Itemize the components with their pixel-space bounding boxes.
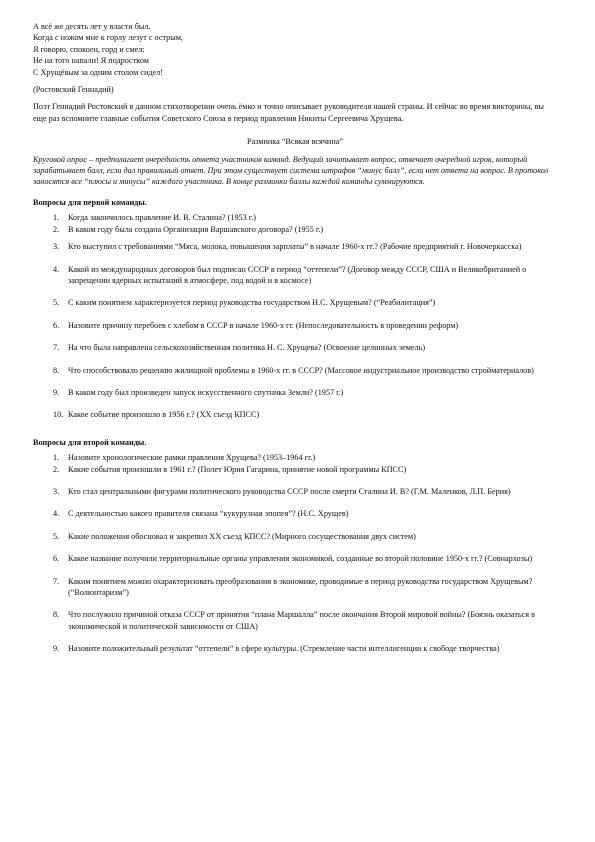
question-number: 1. — [53, 453, 60, 463]
list-item — [33, 320, 557, 331]
question-text: Какие положения обосновал и закрепил XX съезд КПСС? (Мирного сосуществования двух систем) — [68, 531, 416, 541]
question-text: Какое событие произошло в 1956 г.? (XX съезд КПСС) — [68, 410, 260, 420]
list-item — [33, 342, 557, 353]
question-text: Назовите причину перебоев с хлебом в СССР в начале 1960-х гг. (Непоследовательность в проведении реформ) — [68, 320, 459, 330]
team1-title: Вопросы для первой команды. — [33, 197, 147, 207]
list-item — [33, 297, 557, 308]
question-text: Какое название получили территориальные органы управления экономикой, созданные во второй половине 1950-х гг.? (Совнархозы) — [68, 554, 533, 564]
list-item — [33, 609, 557, 632]
question-text: Кто стал центральными фигурами политического руководства СССР после смерти Сталина И. В? (Г.М. Маленков, Л.П. Берия) — [68, 486, 511, 496]
question-number: 1. — [53, 213, 60, 223]
question-number: 5. — [53, 298, 60, 308]
list-item — [33, 264, 557, 287]
list-item — [33, 643, 557, 654]
question-number: 6. — [53, 320, 60, 330]
question-text: Что способствовало решению жилищной проблемы в 1960-х гг. в СССР? (Массовое индустриальное производство стройматериалов) — [68, 365, 534, 375]
question-text: С каким понятием характеризуется период руководства государством Н.С. Хрущевым? (“Реабилитация”) — [68, 298, 436, 308]
question-text: Назовите хронологические рамки правления Хрущева? (1953–1964 гг.) — [68, 453, 316, 463]
question-number: 4. — [53, 509, 60, 519]
team2-question-list — [33, 452, 557, 654]
list-item — [33, 508, 557, 519]
question-text: В каком году была создана Организация Варшавского договора? (1955 г.) — [68, 224, 324, 234]
intro-paragraph: Поэт Геннадий Ростовский в данном стихотворении очень ёмко и точно описывает руководителя нашей страны. И сейчас во время викторины, вы еще раз вспомните главные события Советского Союза в период правления Никиты Сергеевича Хрущева. — [33, 102, 544, 123]
warmup-title: Разминка “Всякая всячина” — [247, 137, 343, 147]
poem-line: Не на того напали! Я подростком — [33, 56, 149, 66]
question-text: Какой из международных договоров был подписан СССР в период “оттепели”? (Договор между СССР, США и Великобританией о запрещении ядерных испытаний в атмосфере, под водой и в космосе) — [68, 264, 527, 285]
question-number: 3. — [53, 242, 60, 252]
question-text: Что послужило причиной отказа СССР от принятия “плана Маршалла” после окончания Второй мировой войны? (Боязнь оказаться в экономической и политической зависимости от США) — [68, 610, 535, 631]
poem-line: Когда с ножом мне к горлу лезут с острым, — [33, 33, 183, 43]
question-number: 3. — [53, 486, 60, 496]
question-number: 7. — [53, 343, 60, 353]
list-item — [33, 531, 557, 542]
list-item — [33, 409, 557, 420]
poem-line: А всё же десять лет у власти был. — [33, 22, 151, 31]
question-text: Каким понятием можно охарактеризовать преобразования в экономике, проводимые в период руководства государством Хрущевым? (“Волюнтаризм”) — [68, 576, 533, 597]
question-number: 9. — [53, 644, 60, 654]
list-item — [33, 387, 557, 398]
list-item — [33, 212, 557, 223]
team1-question-list — [33, 212, 557, 420]
list-item — [33, 553, 557, 564]
poem-line: Я говорю, спокоен, горд и смел: — [33, 44, 145, 54]
question-text: Кто выступил с требованиями “Мяса, молока, повышения зарплаты” в начале 1960-х гг.? (Рабочие предприятий г. Новочеркасска) — [68, 242, 522, 252]
list-item — [33, 224, 557, 235]
list-item — [33, 486, 557, 497]
question-number: 5. — [53, 531, 60, 541]
question-text: Какие события произошли в 1961 г.? (Полет Юрия Гагарина, принятие новой программы КПСС) — [68, 464, 407, 474]
question-text: С деятельностью какого правителя связана “кукурузная эпопея”? (Н.С. Хрущев) — [68, 509, 349, 519]
question-text: В каком году был произведен запуск искусственного спутника Земли? (1957 г.) — [68, 387, 344, 397]
list-item — [33, 241, 557, 252]
list-item — [33, 576, 557, 599]
poem-author: (Ростовский Геннадий) — [33, 85, 114, 95]
list-item — [33, 452, 557, 463]
poem — [33, 21, 557, 78]
question-number: 2. — [53, 464, 60, 474]
question-text: На что была направлена сельскохозяйственная политика Н. С. Хрущева? (Освоение целинных земель) — [68, 343, 426, 353]
question-number: 10. — [53, 410, 64, 420]
question-number: 7. — [53, 576, 60, 586]
question-number: 8. — [53, 365, 60, 375]
team2-title: Вопросы для второй команды. — [33, 437, 147, 447]
question-number: 8. — [53, 610, 60, 620]
question-text: Назовите положительный результат “оттепели” в сфере культуры. (Стремление части интеллигенции к свободе творчества) — [68, 644, 500, 654]
list-item — [33, 464, 557, 475]
question-number: 6. — [53, 554, 60, 564]
list-item — [33, 365, 557, 376]
question-number: 4. — [53, 264, 60, 274]
warmup-rules: Круговой опрос – предполагает очередность ответа участников команд. Ведущий зачитывает вопрос, отвечает очередной игрок, который зарабатывает балл, если дал правильный ответ. При этом существует система штрафов “минус балл”, если нет ответа на вопрос. В протокол заносятся все “плюсы и минусы” каждого участника. В конце разминки баллы каждой команды суммируются. — [33, 154, 549, 187]
question-number: 2. — [53, 224, 60, 234]
question-number: 9. — [53, 387, 60, 397]
question-text: Когда закончилось правление И. В. Сталина? (1953 г.) — [68, 213, 256, 223]
poem-line: С Хрущёвым за одним столом сидел! — [33, 67, 163, 77]
